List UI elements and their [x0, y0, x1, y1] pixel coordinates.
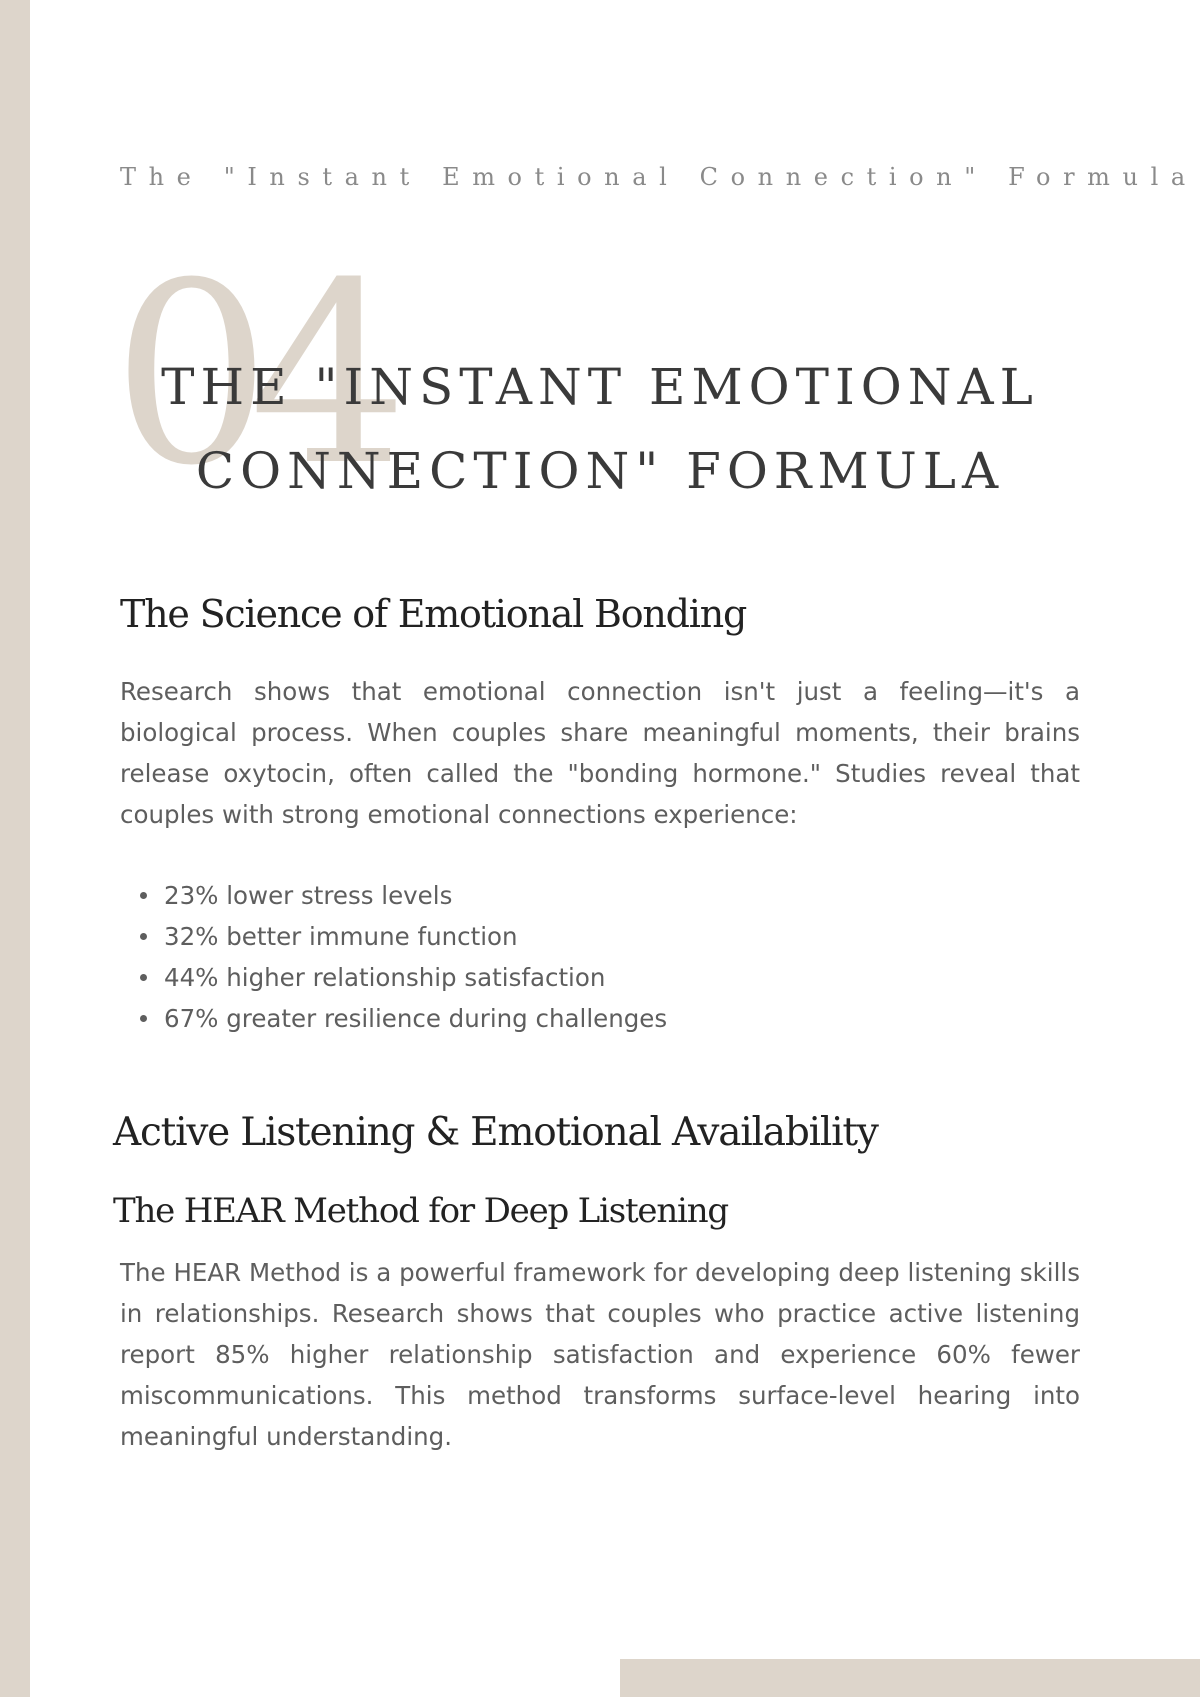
subheading-hear-method: The HEAR Method for Deep Listening: [113, 1191, 728, 1231]
left-accent-bar: [0, 0, 30, 1697]
list-item-text: 32% better immune function: [164, 922, 518, 951]
list-item: [164, 875, 667, 916]
bullet-icon: [140, 933, 147, 940]
bullet-icon: [140, 974, 147, 981]
list-item: [164, 957, 667, 998]
running-header: The "Instant Emotional Connection" Formula: [120, 163, 1198, 191]
bullet-icon: [140, 1015, 147, 1022]
list-item-text: 23% lower stress levels: [164, 881, 453, 910]
bullet-icon: [140, 892, 147, 899]
benefit-list: [164, 875, 667, 1039]
list-item-text: 44% higher relationship satisfaction: [164, 963, 606, 992]
list-item: [164, 998, 667, 1039]
science-paragraph: Research shows that emotional connection isn't just a feeling—it's a biological process. When couples share meaningful moments, their brains release oxytocin, often called the "bonding hormone." Studies reveal that couples with strong emotional connections experience:: [120, 677, 1080, 829]
hear-method-paragraph: The HEAR Method is a powerful framework for developing deep listening skills in relationships. Research shows that couples who practice active listening report 85% higher relationship satisfaction and experience 60% fewer miscommunications. This method transforms surface-level hearing into meaningful understanding.: [120, 1258, 1080, 1451]
bottom-accent-block: [620, 1659, 1200, 1697]
section-heading-active-listening: Active Listening & Emotional Availability: [113, 1110, 878, 1155]
chapter-title: THE "INSTANT EMOTIONAL CONNECTION" FORMULA: [161, 358, 1039, 500]
list-item: [164, 916, 667, 957]
chapter-number: 04: [112, 229, 387, 520]
section-heading-science: The Science of Emotional Bonding: [120, 592, 747, 636]
list-item-text: 67% greater resilience during challenges: [164, 1004, 668, 1033]
